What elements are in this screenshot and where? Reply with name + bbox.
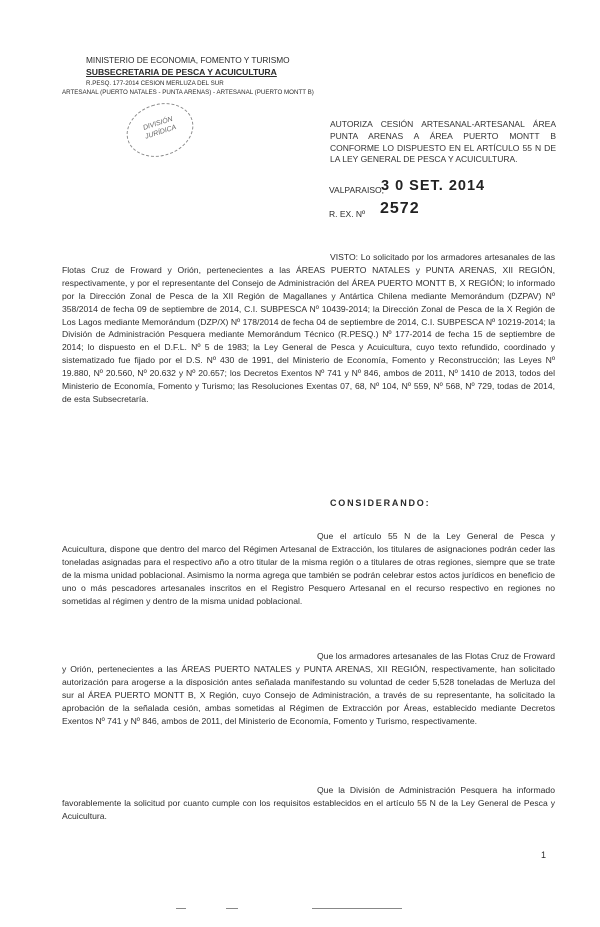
- footer-mark: [226, 908, 238, 909]
- considerando-paragraph-3: Que la División de Administración Pesquera ha informado favorablemente la solicitud por cuanto cumple con los requisitos establecidos en el artículo 55 N de la Ley General de Pesca y Acuicultura.: [62, 785, 555, 821]
- footer-mark: [312, 908, 402, 909]
- division-stamp: [120, 95, 201, 165]
- reference-line-2: ARTESANAL (PUERTO NATALES - PUNTA ARENAS) - ARTESANAL (PUERTO MONTT B): [62, 89, 314, 96]
- place-label: VALPARAISO,: [329, 185, 384, 195]
- resolution-date: 3 0 SET. 2014: [381, 178, 486, 194]
- considerando-heading: CONSIDERANDO:: [330, 498, 431, 508]
- resolution-title: AUTORIZA CESIÓN ARTESANAL-ARTESANAL ÁREA PUNTA ARENAS A ÁREA PUERTO MONTT B CONFORME LO DISPUESTO EN EL ARTÍCULO 55 N DE LA LEY GENERAL DE PESCA Y ACUICULTURA.: [330, 119, 556, 165]
- resolution-number-label: R. EX. Nº: [329, 209, 366, 219]
- stamp-text: DIVISIÓN JURÍDICA: [142, 115, 178, 141]
- undersecretariat-name: SUBSECRETARIA DE PESCA Y ACUICULTURA: [86, 67, 277, 77]
- considerando-paragraph-2: Que los armadores artesanales de las Flotas Cruz de Froward y Orión, pertenecientes a las ÁREAS PUERTO NATALES y PUNTA ARENAS, XII REGIÓN, respectivamente, han solicitado autorización para arogerse a la disposición antes señalada manifestando su voluntad de ceder 5,528 toneladas de Merluza del sur al ÁREA PUERTO MONTT B, X Región, cuyo Consejo de Administración, a través de su representante, ha solicitado la aprobación de la señalada cesión, ambas sometidas al Régimen de Extracción por Áreas, establecido mediante Decretos Exentos Nº 741 y Nº 846, ambos de 2011, del Ministerio de Economía, Fomento y Turismo, respectivamente.: [62, 651, 555, 726]
- visto-paragraph: VISTO: Lo solicitado por los armadores artesanales de las Flotas Cruz de Froward y Orión, pertenecientes a las ÁREAS PUERTO NATALES y PUNTA ARENAS, XII REGIÓN, respectivamente, y por el representante del Consejo de Administración del ÁREA PUERTO MONTT B, X REGIÓN; lo informado por la Dirección Zonal de Pesca de la XII Región de Magallanes y Antártica Chilena mediante Memorándum (DZPAV) Nº 358/2014 de fecha 09 de septiembre de 2014, C.I. SUBPESCA Nº 10439-2014; la Dirección Zonal de Pesca de la X Región de Los Lagos mediante Memorándum (DZP/X) Nº 178/2014 de fecha 04 de septiembre de 2014, C.I. SUBPESCA Nº 10219-2014; la División de Administración Pesquera mediante Memorándum Técnico (R.PESQ.) Nº 177-2014 de fecha 15 de septiembre de 2014; lo dispuesto en el D.F.L. Nº 5 de 1983; la Ley General de Pesca y Acuicultura, cuyo texto refundido, coordinado y sistematizado fue fijado por el D.S. Nº 430 de 1991, del Ministerio de Economía, Fomento y Reconstrucción; las Leyes Nº 19.880, Nº 20.560, Nº 20.632 y Nº 20.657; los Decretos Exentos Nº 741 y Nº 846, ambos de 2011, Nº 1410 de 2013, todos del Ministerio de Economía, Fomento y Turismo; las Resoluciones Exentas 07, 68, Nº 104, Nº 559, Nº 568, Nº 729, todas de 2014, de esta Subsecretaría.: [62, 252, 555, 404]
- ministry-name: MINISTERIO DE ECONOMIA, FOMENTO Y TURISMO: [86, 55, 290, 65]
- reference-line-1: R.PESQ. 177-2014 CESION MERLUZA DEL SUR: [86, 80, 224, 87]
- considerando-paragraph-1: Que el artículo 55 N de la Ley General de Pesca y Acuicultura, dispone que dentro del marco del Régimen Artesanal de Extracción, los titulares de asignaciones podrán ceder las toneladas asignadas para el respectivo año a otro titular de la misma región o a titulares de otras regiones, siempre que se trate de la misma unidad poblacional. Asimismo la norma agrega que también se podrán celebrar estos actos jurídicos en beneficio de uno o más pescadores artesanales inscritos en el Registro Pesquero Artesanal en el recurso respectivo en regiones no sometidas al régimen y dentro de la misma unidad poblacional.: [62, 531, 555, 606]
- page-number: 1: [541, 850, 547, 860]
- resolution-number: 2572: [380, 200, 420, 217]
- footer-mark: [176, 908, 186, 909]
